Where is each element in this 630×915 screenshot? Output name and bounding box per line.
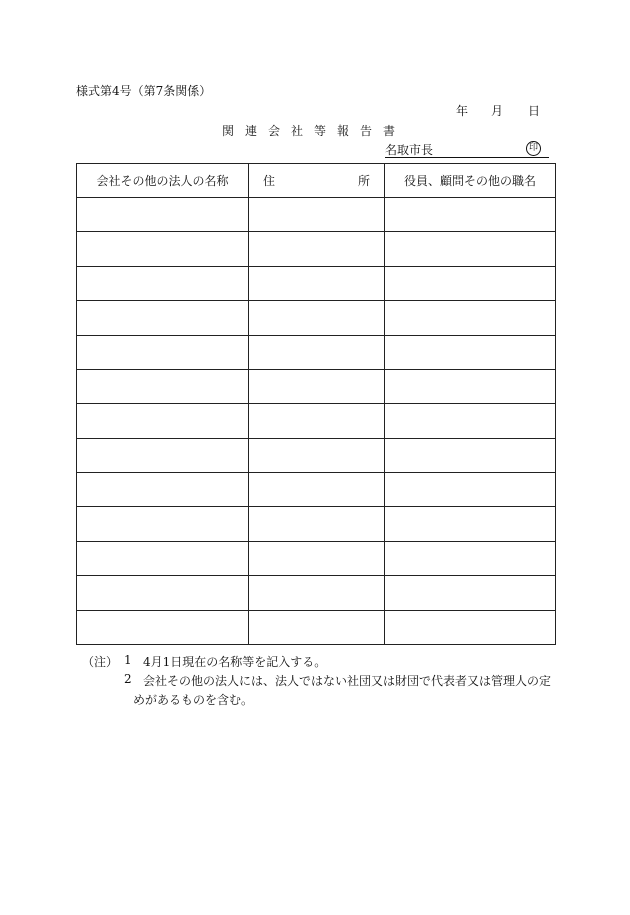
table-row [77, 438, 556, 472]
position-cell[interactable] [385, 232, 556, 266]
position-cell[interactable] [385, 301, 556, 335]
note-2-text: 会社その他の法人には、法人ではない社団又は財団で代表者又は管理人の定 [143, 674, 552, 688]
address-cell[interactable] [249, 507, 385, 541]
column-header-position: 役員、顧問その他の職名 [385, 164, 556, 198]
table-row [77, 541, 556, 575]
position-cell[interactable] [385, 507, 556, 541]
table-row [77, 369, 556, 403]
table-row [77, 198, 556, 232]
company-name-cell[interactable] [77, 576, 249, 610]
table-body [77, 198, 556, 645]
company-name-cell[interactable] [77, 610, 249, 645]
notes-label: （注） [82, 655, 119, 669]
column-header-address-part-2: 所 [357, 174, 370, 188]
note-2-number: 2 [124, 672, 132, 686]
document-title: 関連会社等報告書 [222, 124, 407, 138]
column-header-address [249, 164, 385, 198]
company-name-cell[interactable] [77, 473, 249, 507]
position-cell[interactable] [385, 438, 556, 472]
note-2-text-continuation: めがあるものを含む。 [133, 693, 254, 707]
table-row [77, 473, 556, 507]
position-cell[interactable] [385, 473, 556, 507]
company-name-cell[interactable] [77, 369, 249, 403]
address-cell[interactable] [249, 232, 385, 266]
company-name-cell[interactable] [77, 266, 249, 300]
table-row [77, 576, 556, 610]
column-header-address-part-1: 住 [263, 174, 276, 188]
column-header-company-name: 会社その他の法人の名称 [77, 164, 249, 198]
position-cell[interactable] [385, 541, 556, 575]
address-cell[interactable] [249, 404, 385, 438]
note-1-text: 4月1日現在の名称等を記入する。 [143, 655, 327, 669]
position-cell[interactable] [385, 266, 556, 300]
company-name-cell[interactable] [77, 301, 249, 335]
addressee-label: 名取市長 [385, 143, 434, 157]
address-cell[interactable] [249, 198, 385, 232]
company-name-cell[interactable] [77, 335, 249, 369]
address-cell[interactable] [249, 438, 385, 472]
table-row [77, 266, 556, 300]
date-day-label: 日 [528, 104, 541, 118]
report-table [76, 163, 556, 645]
table-row [77, 404, 556, 438]
company-name-cell[interactable] [77, 198, 249, 232]
date-year-label: 年 [456, 104, 469, 118]
company-name-cell[interactable] [77, 404, 249, 438]
table-row [77, 507, 556, 541]
position-cell[interactable] [385, 576, 556, 610]
note-1-number: 1 [124, 653, 132, 667]
position-cell[interactable] [385, 198, 556, 232]
position-cell[interactable] [385, 610, 556, 645]
position-cell[interactable] [385, 369, 556, 403]
table-header-row [77, 164, 556, 198]
table-row [77, 232, 556, 266]
position-cell[interactable] [385, 404, 556, 438]
address-cell[interactable] [249, 369, 385, 403]
addressee-line [385, 141, 549, 158]
table-row [77, 301, 556, 335]
address-cell[interactable] [249, 541, 385, 575]
address-cell[interactable] [249, 301, 385, 335]
address-cell[interactable] [249, 335, 385, 369]
date-month-label: 月 [491, 104, 504, 118]
company-name-cell[interactable] [77, 507, 249, 541]
company-name-cell[interactable] [77, 438, 249, 472]
seal-icon: 印 [526, 141, 541, 156]
form-number: 様式第4号（第7条関係） [76, 84, 212, 98]
company-name-cell[interactable] [77, 232, 249, 266]
company-name-cell[interactable] [77, 541, 249, 575]
address-cell[interactable] [249, 576, 385, 610]
address-cell[interactable] [249, 473, 385, 507]
table-row [77, 610, 556, 645]
address-cell[interactable] [249, 266, 385, 300]
position-cell[interactable] [385, 335, 556, 369]
address-cell[interactable] [249, 610, 385, 645]
table-row [77, 335, 556, 369]
